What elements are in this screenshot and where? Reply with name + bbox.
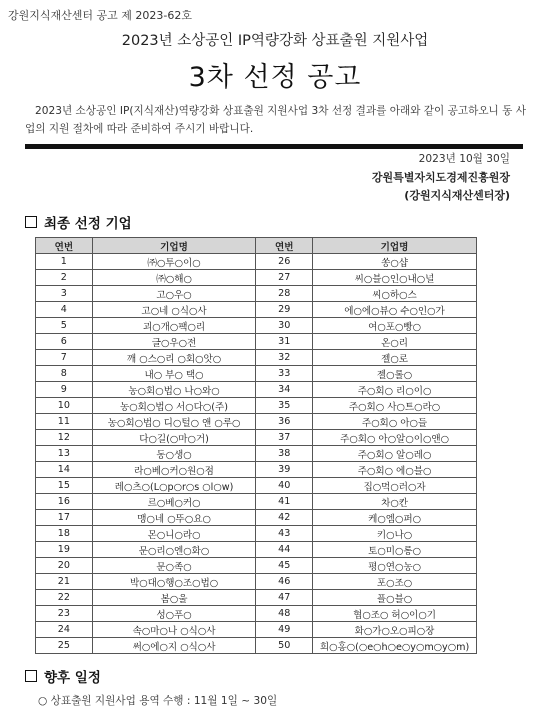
serial-number-cell: 30 [256, 318, 313, 334]
table-row [36, 526, 477, 542]
serial-number-cell: 47 [256, 590, 313, 606]
company-name-cell: 괴○개○팩○리 [92, 318, 256, 334]
table-row [36, 510, 477, 526]
serial-number-cell: 25 [36, 638, 93, 654]
section-heading-text: 최종 선정 기업 [44, 216, 132, 232]
company-name-cell: 르○베○커○ [92, 494, 256, 510]
company-name-cell: 화○가○오○피○장 [313, 622, 477, 638]
square-bullet-icon [25, 216, 37, 228]
table-body [36, 254, 477, 654]
company-name-cell: 봄○울 [92, 590, 256, 606]
company-name-cell: 씨○하○스 [313, 286, 477, 302]
company-name-cell: 여○포○빵○ [313, 318, 477, 334]
company-name-cell: 씨○블○인○내○널 [313, 270, 477, 286]
company-name-cell: 키○나○ [313, 526, 477, 542]
table-header-row [36, 238, 477, 254]
square-bullet-icon [25, 670, 37, 682]
serial-number-cell: 17 [36, 510, 93, 526]
issuer-subname: (강원지식재산센터장) [404, 189, 510, 202]
serial-number-cell: 6 [36, 334, 93, 350]
serial-number-cell: 23 [36, 606, 93, 622]
serial-number-cell: 42 [256, 510, 313, 526]
company-name-cell: 문○족○ [92, 558, 256, 574]
serial-number-cell: 7 [36, 350, 93, 366]
table-row [36, 462, 477, 478]
serial-number-cell: 5 [36, 318, 93, 334]
serial-number-cell: 14 [36, 462, 93, 478]
company-name-cell: 온○리 [313, 334, 477, 350]
company-name-cell: 에○에○뷰○ 수○인○가 [313, 302, 477, 318]
serial-number-cell: 9 [36, 382, 93, 398]
company-name-cell: 평○연○농○ [313, 558, 477, 574]
company-name-cell: 젤○롤○ [313, 366, 477, 382]
company-name-cell: 케○엠○퍼○ [313, 510, 477, 526]
table-row [36, 318, 477, 334]
serial-number-cell: 46 [256, 574, 313, 590]
serial-number-cell: 28 [256, 286, 313, 302]
company-name-cell: ㈜○투○이○ [92, 254, 256, 270]
serial-number-cell: 34 [256, 382, 313, 398]
section-heading-selection [25, 212, 132, 232]
schedule-item: ○ 상표출원 지원사업 용역 수행 : 11월 1일 ~ 30일 [38, 695, 278, 707]
company-name-cell: 고○네 ○식○사 [92, 302, 256, 318]
company-name-cell: 동○생○ [92, 446, 256, 462]
company-name-cell: 깨 ○스○리 ○회○앗○ [92, 350, 256, 366]
serial-number-cell: 27 [256, 270, 313, 286]
serial-number-cell: 24 [36, 622, 93, 638]
serial-number-cell: 3 [36, 286, 93, 302]
company-name-cell: 차○칸 [313, 494, 477, 510]
company-name-cell: 농○회○법○ 서○다○(주) [92, 398, 256, 414]
serial-number-cell: 13 [36, 446, 93, 462]
company-name-cell: 포○조○ [313, 574, 477, 590]
table-row [36, 622, 477, 638]
serial-number-cell: 48 [256, 606, 313, 622]
company-name-cell: 주○회○ 에○블○ [313, 462, 477, 478]
company-name-cell: 박○대○행○조○법○ [92, 574, 256, 590]
serial-number-cell: 41 [256, 494, 313, 510]
serial-number-cell: 2 [36, 270, 93, 286]
company-name-cell: 글○우○전 [92, 334, 256, 350]
company-name-cell: 협○조○ 허○이○기 [313, 606, 477, 622]
company-name-cell: 고○우○ [92, 286, 256, 302]
table-row [36, 606, 477, 622]
serial-number-cell: 43 [256, 526, 313, 542]
serial-number-cell: 39 [256, 462, 313, 478]
company-name-cell: 다○길(○마○거) [92, 430, 256, 446]
company-name-cell: 플○블○ [313, 590, 477, 606]
serial-number-cell: 26 [256, 254, 313, 270]
table-row [36, 478, 477, 494]
section-heading-schedule [25, 666, 101, 686]
table-row [36, 542, 477, 558]
table-row [36, 558, 477, 574]
serial-number-cell: 12 [36, 430, 93, 446]
company-name-cell: 주○회○ 알○레○ [313, 446, 477, 462]
serial-number-cell: 10 [36, 398, 93, 414]
company-name-cell: 주○회○ 리○이○ [313, 382, 477, 398]
table-row [36, 286, 477, 302]
table-row [36, 414, 477, 430]
table-row [36, 334, 477, 350]
table-row [36, 382, 477, 398]
column-header: 연번 [256, 238, 313, 254]
serial-number-cell: 11 [36, 414, 93, 430]
document-title: 3차 선정 공고 [188, 62, 362, 93]
document-subtitle: 2023년 소상공인 IP역량강화 상표출원 지원사업 [121, 33, 429, 49]
serial-number-cell: 20 [36, 558, 93, 574]
table-row [36, 366, 477, 382]
serial-number-cell: 36 [256, 414, 313, 430]
divider-rule [25, 144, 523, 149]
intro-paragraph: 2023년 소상공인 IP(지식재산)역량강화 상표출원 지원사업 3차 선정 결과를 아래와 같이 공고하오니 동 사업의 지원 절차에 따라 준비하여 주시기 바랍니다. [25, 105, 526, 135]
company-name-cell: 집○먹○러○자 [313, 478, 477, 494]
company-name-cell: 토○미○롱○ [313, 542, 477, 558]
company-name-cell: 속○마○나 ○식○사 [92, 622, 256, 638]
company-name-cell: 내○ 부○ 택○ [92, 366, 256, 382]
table-row [36, 638, 477, 654]
serial-number-cell: 8 [36, 366, 93, 382]
column-header: 연번 [36, 238, 93, 254]
company-name-cell: 쏭○샵 [313, 254, 477, 270]
company-name-cell: 레○츠○(L○p○r○s ○l○w) [92, 478, 256, 494]
table-row [36, 446, 477, 462]
serial-number-cell: 33 [256, 366, 313, 382]
company-name-cell: 맹○네 ○뚜○요○ [92, 510, 256, 526]
issuer-name: 강원특별자치도경제진흥원장 [371, 171, 510, 184]
company-name-cell: 농○회○법○ 디○털○ 앤 ○루○ [92, 414, 256, 430]
section-heading-text: 향후 일정 [44, 670, 101, 686]
table-row [36, 494, 477, 510]
serial-number-cell: 19 [36, 542, 93, 558]
serial-number-cell: 18 [36, 526, 93, 542]
serial-number-cell: 16 [36, 494, 93, 510]
selection-table [35, 237, 477, 654]
serial-number-cell: 37 [256, 430, 313, 446]
table-row [36, 254, 477, 270]
column-header: 기업명 [92, 238, 256, 254]
company-name-cell: 농○회○법○ 나○와○ [92, 382, 256, 398]
serial-number-cell: 32 [256, 350, 313, 366]
table-row [36, 270, 477, 286]
table-row [36, 398, 477, 414]
company-name-cell: 성○푸○ [92, 606, 256, 622]
serial-number-cell: 40 [256, 478, 313, 494]
company-name-cell: 몬○니○라○ [92, 526, 256, 542]
serial-number-cell: 22 [36, 590, 93, 606]
serial-number-cell: 1 [36, 254, 93, 270]
announcement-date: 2023년 10월 30일 [418, 153, 510, 165]
company-name-cell: 써○에○지 ○식○사 [92, 638, 256, 654]
company-name-cell: 주○회○ 아○알○이○앤○ [313, 430, 477, 446]
serial-number-cell: 21 [36, 574, 93, 590]
serial-number-cell: 45 [256, 558, 313, 574]
company-name-cell: 라○베○커○원○점 [92, 462, 256, 478]
company-name-cell: 주○회○ 아○들 [313, 414, 477, 430]
serial-number-cell: 4 [36, 302, 93, 318]
company-name-cell: 문○리○엔○화○ [92, 542, 256, 558]
column-header: 기업명 [313, 238, 477, 254]
serial-number-cell: 50 [256, 638, 313, 654]
serial-number-cell: 38 [256, 446, 313, 462]
serial-number-cell: 44 [256, 542, 313, 558]
company-name-cell: 희○홍○(○e○h○e○y○m○y○m) [313, 638, 477, 654]
table-row [36, 302, 477, 318]
table-row [36, 430, 477, 446]
company-name-cell: 주○회○ 사○트○라○ [313, 398, 477, 414]
serial-number-cell: 15 [36, 478, 93, 494]
serial-number-cell: 31 [256, 334, 313, 350]
table-row [36, 574, 477, 590]
notice-number: 강원지식재산센터 공고 제 2023-62호 [8, 9, 192, 22]
serial-number-cell: 49 [256, 622, 313, 638]
table-row [36, 350, 477, 366]
serial-number-cell: 29 [256, 302, 313, 318]
serial-number-cell: 35 [256, 398, 313, 414]
table-row [36, 590, 477, 606]
company-name-cell: 젤○로 [313, 350, 477, 366]
company-name-cell: ㈜○해○ [92, 270, 256, 286]
